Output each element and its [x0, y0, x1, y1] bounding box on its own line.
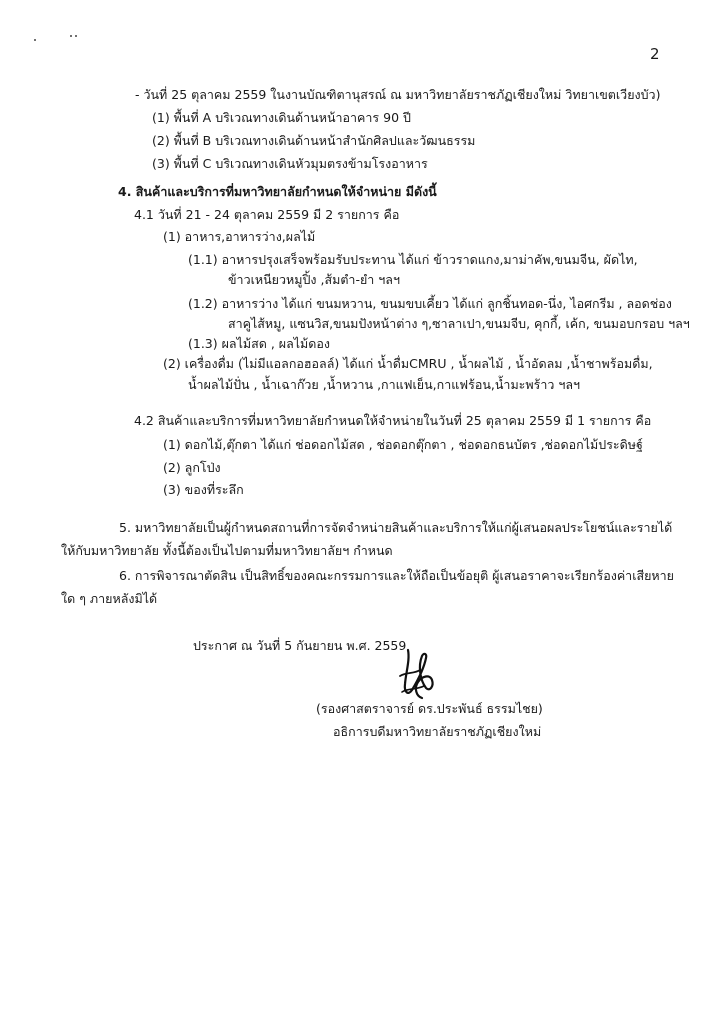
item-1-2-cont: สาคูไส้หมู, แซนวิส,ขนมปังหน้าต่าง ๆ,ซาลาเปา,ขนมจีบ, คุกกี้, เค้ก, ขนมอบกรอบ ฯลฯ	[228, 316, 690, 331]
area-b: (2) พื้นที่ B บริเวณทางเดินด้านหน้าสำนักศิลปและวัฒนธรรม	[152, 133, 476, 148]
clause-6: 6. การพิจารณาตัดสิน เป็นสิทธิ์ของคณะกรรมการและให้ถือเป็นข้อยุติ ผู้เสนอราคาจะเรียกร้องค่าเสียหาย	[119, 568, 675, 583]
scan-speck	[75, 35, 77, 37]
item-flowers: (1) ดอกไม้,ตุ๊กตา ได้แก่ ช่อดอกไม้สด , ช่อดอกตุ๊กตา , ช่อดอกธนบัตร ,ช่อดอกไม้ประดิษฐ์	[163, 437, 643, 452]
item-1-3: (1.3) ผลไม้สด , ผลไม้ดอง	[188, 336, 331, 351]
clause-6-cont: ใด ๆ ภายหลังมิได้	[61, 591, 158, 606]
item-1-2: (1.2) อาหารว่าง ได้แก่ ขนมหวาน, ขนมขบเคี้ยว ได้แก่ ลูกชิ้นทอด-นึ่ง, ไอศกรีม , ลอดช่อง	[188, 296, 672, 311]
venue-date-line: - วันที่ 25 ตุลาคม 2559 ในงานบัณฑิตานุสรณ์ ณ มหาวิทยาลัยราชภัฏเชียงใหม่ วิทยาเขตเวียงบัว)	[135, 87, 661, 102]
subsection-4-2-heading: 4.2 สินค้าและบริการที่มหาวิทยาลัยกำหนดให้จำหน่ายในวันที่ 25 ตุลาคม 2559 มี 1 รายการ คือ	[134, 413, 652, 428]
handwritten-signature	[396, 646, 438, 702]
clause-5: 5. มหาวิทยาลัยเป็นผู้กำหนดสถานที่การจัดจำหน่ายสินค้าและบริการให้แก่ผู้เสนอผลประโยชน์และรายได้	[119, 520, 673, 535]
scan-speck	[70, 35, 72, 37]
signatory-name: (รองศาสตราจารย์ ดร.ประพันธ์ ธรรมไชย)	[316, 701, 543, 716]
page-number: 2	[650, 45, 660, 63]
item-1-1-cont: ข้าวเหนียวหมูปิ้ง ,ส้มตำ-ยำ ฯลฯ	[228, 272, 400, 287]
item-drinks-cont: น้ำผลไม้ปั่น , น้ำเฉาก๊วย ,น้ำหวาน ,กาแฟเย็น,กาแฟร้อน,น้ำมะพร้าว ฯลฯ	[188, 377, 581, 392]
subsection-4-1-heading: 4.1 วันที่ 21 - 24 ตุลาคม 2559 มี 2 รายการ คือ	[134, 207, 400, 222]
section-4-heading: 4. สินค้าและบริการที่มหาวิทยาลัยกำหนดให้จำหน่าย มีดังนี้	[118, 184, 437, 199]
signatory-position: อธิการบดีมหาวิทยาลัยราชภัฏเชียงใหม่	[333, 724, 542, 739]
item-souvenirs: (3) ของที่ระลึก	[163, 482, 244, 497]
area-c: (3) พื้นที่ C บริเวณทางเดินหัวมุมตรงข้ามโรงอาหาร	[152, 156, 428, 171]
item-food: (1) อาหาร,อาหารว่าง,ผลไม้	[163, 229, 316, 244]
area-a: (1) พื้นที่ A บริเวณทางเดินด้านหน้าอาคาร 90 ปี	[152, 110, 411, 125]
item-balloons: (2) ลูกโป่ง	[163, 460, 221, 475]
clause-5-cont: ให้กับมหาวิทยาลัย ทั้งนี้ต้องเป็นไปตามที่มหาวิทยาลัยฯ กำหนด	[61, 543, 393, 558]
announcement-date: ประกาศ ณ วันที่ 5 กันยายน พ.ศ. 2559	[193, 638, 407, 653]
item-1-1: (1.1) อาหารปรุงเสร็จพร้อมรับประทาน ได้แก่ ข้าวราดแกง,มาม่าคัพ,ขนมจีน, ผัดไท,	[188, 252, 638, 267]
item-drinks: (2) เครื่องดื่ม (ไม่มีแอลกอฮอลล์) ได้แก่ น้ำดื่มCMRU , น้ำผลไม้ , น้ำอัดลม ,น้ำชาพร้อมดื่ม,	[163, 356, 653, 371]
scan-speck	[34, 39, 36, 41]
